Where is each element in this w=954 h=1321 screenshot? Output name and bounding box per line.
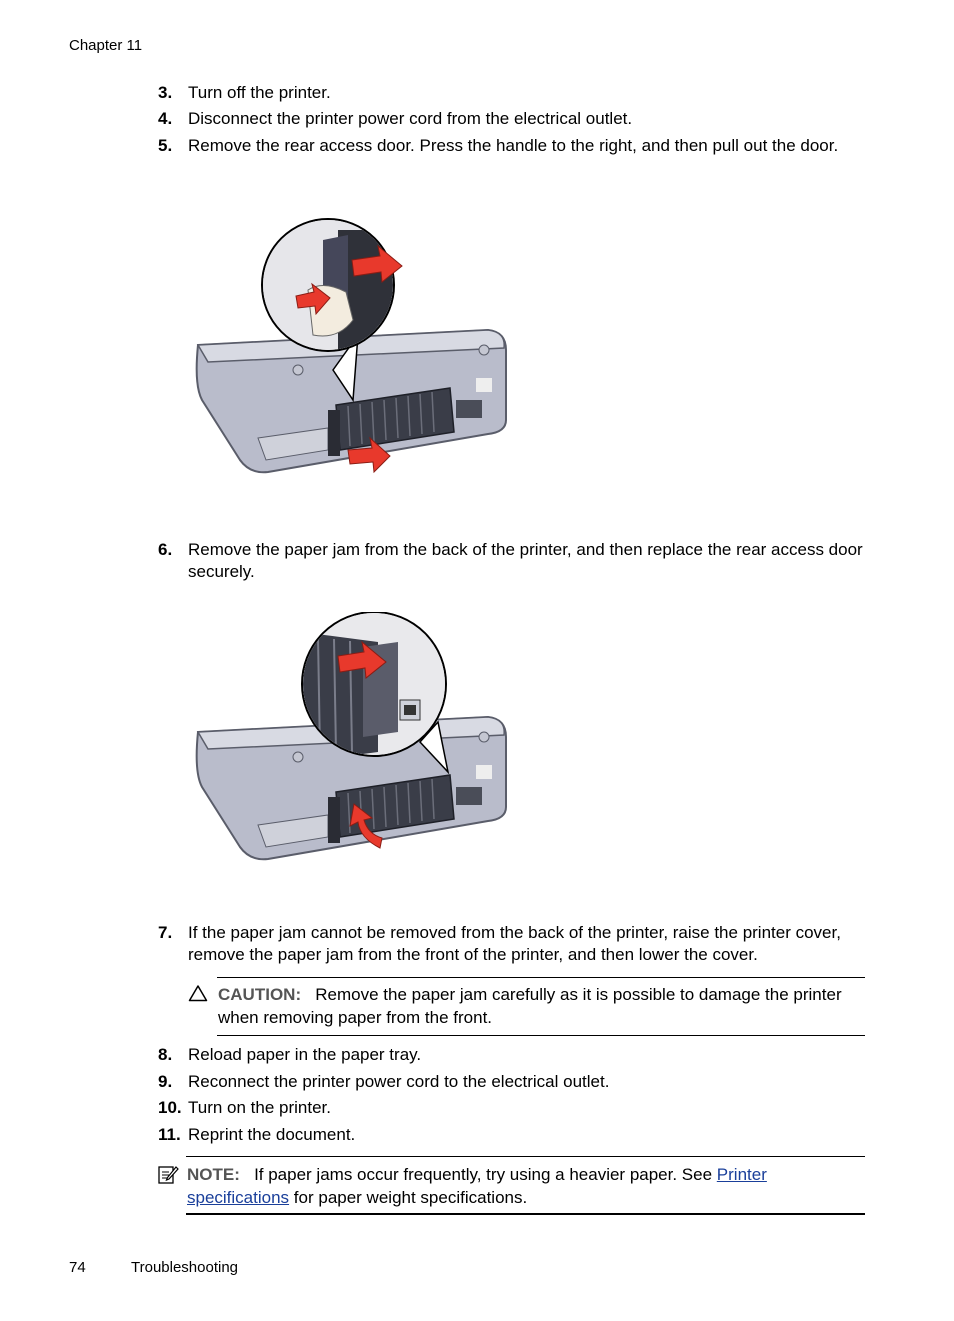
note-top-rule: [186, 1156, 865, 1157]
step-text: If the paper jam cannot be removed from the back of the printer, raise the printer cover, remove the paper jam from the front of the printer, and then lower the cover.: [188, 923, 841, 964]
step-number: 10.: [158, 1098, 182, 1117]
step-text: Turn off the printer.: [188, 83, 331, 102]
footer-section-title: Troubleshooting: [131, 1259, 239, 1276]
caution-bottom-rule: [217, 1035, 865, 1036]
chapter-header: Chapter 11: [69, 37, 143, 54]
step-9: [158, 1071, 878, 1093]
step-number: 4.: [158, 109, 173, 128]
note-bottom-rule: [186, 1213, 865, 1215]
caution-callout: [218, 983, 858, 1029]
step-number: 5.: [158, 136, 173, 155]
note-label: NOTE:: [187, 1165, 240, 1184]
note-callout: [187, 1163, 847, 1209]
rear-door-removal-illustration: [188, 210, 520, 500]
note-text-before: If paper jams occur frequently, try using a heavier paper. See: [254, 1165, 713, 1184]
step-4: [158, 108, 878, 130]
step-text: Reload paper in the paper tray.: [188, 1045, 422, 1064]
caution-warning-triangle-icon: [188, 984, 208, 1002]
note-pencil-icon: [157, 1164, 179, 1186]
step-3: [158, 82, 878, 104]
step-text: Reconnect the printer power cord to the electrical outlet.: [188, 1072, 610, 1091]
step-number: 9.: [158, 1072, 173, 1091]
step-7: [158, 922, 878, 966]
step-8: [158, 1044, 878, 1066]
step-text: Reprint the document.: [188, 1125, 356, 1144]
step-text: Turn on the printer.: [188, 1098, 332, 1117]
step-11: [158, 1124, 878, 1146]
caution-text: Remove the paper jam carefully as it is possible to damage the printer when removing paper from the front.: [218, 985, 842, 1027]
step-6: [158, 539, 878, 583]
page-number: 74: [69, 1259, 86, 1276]
printer-specifications-link[interactable]: Printer specifications: [187, 1165, 767, 1207]
step-number: 7.: [158, 923, 173, 942]
caution-top-rule: [217, 977, 865, 978]
step-text: Remove the rear access door. Press the handle to the right, and then pull out the door.: [188, 136, 839, 155]
caution-label: CAUTION:: [218, 985, 302, 1004]
step-number: 3.: [158, 83, 173, 102]
step-text: Remove the paper jam from the back of the printer, and then replace the rear access door securely.: [188, 540, 863, 581]
step-number: 11.: [158, 1125, 181, 1144]
step-number: 8.: [158, 1045, 173, 1064]
note-text-after: for paper weight specifications.: [293, 1188, 528, 1207]
step-10: [158, 1097, 878, 1119]
step-number: 6.: [158, 540, 173, 559]
step-text: Disconnect the printer power cord from the electrical outlet.: [188, 109, 633, 128]
rear-door-replace-illustration: [188, 612, 520, 884]
step-5: [158, 135, 878, 179]
